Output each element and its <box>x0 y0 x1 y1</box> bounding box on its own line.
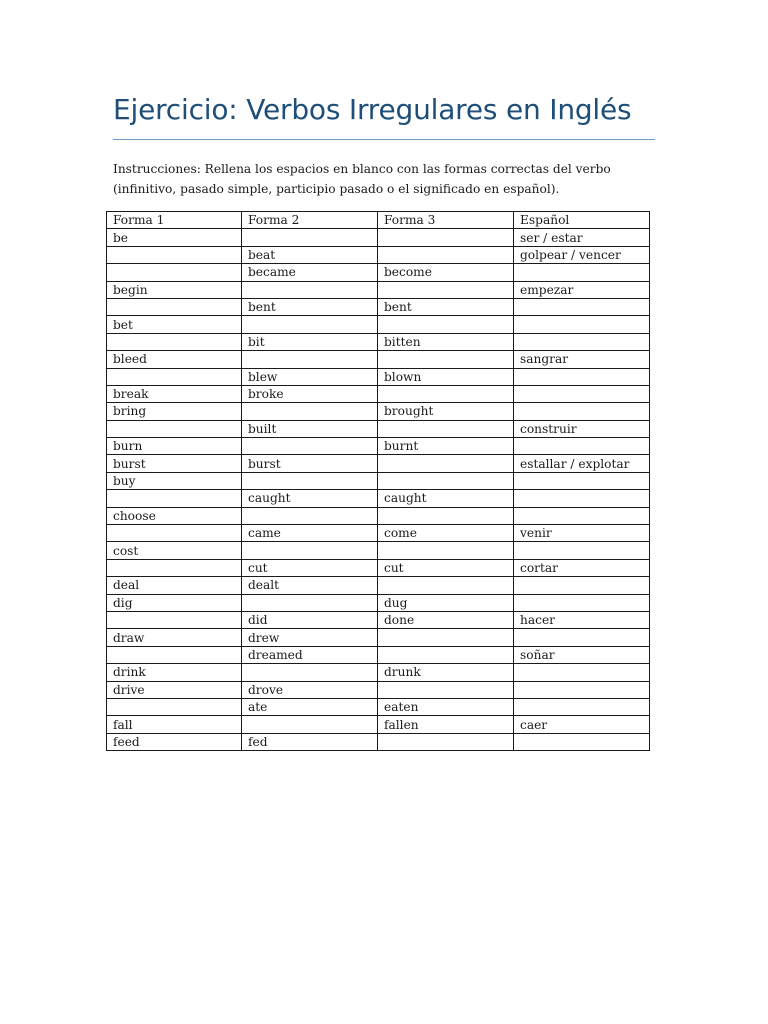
verbs-table <box>106 211 650 751</box>
cell-forma-3[interactable] <box>378 507 514 524</box>
cell-forma-1[interactable]: begin <box>107 281 242 298</box>
cell-forma-1[interactable]: bet <box>107 316 242 333</box>
cell-forma-3[interactable]: eaten <box>378 698 514 715</box>
table-row <box>107 246 650 263</box>
cell-forma-1[interactable]: drive <box>107 681 242 698</box>
cell-forma-1[interactable]: draw <box>107 629 242 646</box>
table-row <box>107 542 650 559</box>
cell-forma-1[interactable] <box>107 333 242 350</box>
table-row <box>107 385 650 402</box>
cell-forma-3[interactable] <box>378 472 514 489</box>
cell-forma-1[interactable]: fall <box>107 716 242 733</box>
cell-forma-2[interactable]: came <box>242 525 378 542</box>
cell-forma-1[interactable] <box>107 698 242 715</box>
cell-forma-2[interactable]: cut <box>242 559 378 576</box>
cell-forma-1[interactable] <box>107 646 242 663</box>
cell-forma-2[interactable] <box>242 507 378 524</box>
cell-espanol[interactable]: soñar <box>514 646 650 663</box>
cell-espanol[interactable]: ser / estar <box>514 229 650 246</box>
cell-espanol[interactable] <box>514 316 650 333</box>
cell-espanol[interactable] <box>514 264 650 281</box>
cell-forma-1[interactable]: be <box>107 229 242 246</box>
cell-forma-2[interactable] <box>242 438 378 455</box>
cell-forma-3[interactable]: bent <box>378 298 514 315</box>
cell-espanol[interactable]: venir <box>514 525 650 542</box>
cell-forma-2[interactable] <box>242 472 378 489</box>
cell-forma-3[interactable] <box>378 629 514 646</box>
table-row <box>107 455 650 472</box>
header-forma-3: Forma 3 <box>378 212 514 229</box>
table-row <box>107 264 650 281</box>
cell-forma-1[interactable] <box>107 559 242 576</box>
table-row <box>107 420 650 437</box>
cell-forma-2[interactable] <box>242 716 378 733</box>
cell-forma-3[interactable] <box>378 281 514 298</box>
table-row <box>107 333 650 350</box>
cell-espanol[interactable] <box>514 438 650 455</box>
cell-espanol[interactable] <box>514 698 650 715</box>
table-row <box>107 611 650 628</box>
table-row <box>107 298 650 315</box>
cell-forma-1[interactable]: burst <box>107 455 242 472</box>
cell-forma-1[interactable]: buy <box>107 472 242 489</box>
cell-forma-1[interactable] <box>107 490 242 507</box>
cell-forma-1[interactable]: bleed <box>107 351 242 368</box>
cell-forma-1[interactable]: feed <box>107 733 242 750</box>
table-row <box>107 716 650 733</box>
table-row <box>107 664 650 681</box>
cell-forma-1[interactable] <box>107 246 242 263</box>
cell-forma-2[interactable] <box>242 594 378 611</box>
cell-forma-1[interactable]: choose <box>107 507 242 524</box>
cell-forma-3[interactable] <box>378 420 514 437</box>
cell-forma-2[interactable]: burst <box>242 455 378 472</box>
cell-forma-2[interactable] <box>242 403 378 420</box>
cell-forma-1[interactable]: deal <box>107 577 242 594</box>
cell-forma-2[interactable]: bent <box>242 298 378 315</box>
cell-forma-1[interactable] <box>107 420 242 437</box>
cell-forma-1[interactable]: dig <box>107 594 242 611</box>
header-forma-1: Forma 1 <box>107 212 242 229</box>
cell-espanol[interactable]: caer <box>514 716 650 733</box>
cell-forma-3[interactable] <box>378 733 514 750</box>
header-row <box>107 212 650 229</box>
cell-forma-2[interactable] <box>242 281 378 298</box>
cell-espanol[interactable]: hacer <box>514 611 650 628</box>
cell-forma-2[interactable]: did <box>242 611 378 628</box>
instructions-paragraph: Instrucciones: Rellena los espacios en blanco con las formas correctas del verbo (infinitivo, pasado simple, participio pasado o el significado en español). <box>113 162 611 196</box>
cell-forma-3[interactable] <box>378 246 514 263</box>
cell-espanol[interactable] <box>514 403 650 420</box>
cell-forma-2[interactable]: bit <box>242 333 378 350</box>
title-underline <box>113 139 655 140</box>
cell-forma-1[interactable] <box>107 611 242 628</box>
cell-forma-2[interactable] <box>242 316 378 333</box>
cell-espanol[interactable] <box>514 472 650 489</box>
table-row <box>107 577 650 594</box>
cell-espanol[interactable] <box>514 629 650 646</box>
cell-espanol[interactable]: cortar <box>514 559 650 576</box>
cell-forma-2[interactable]: caught <box>242 490 378 507</box>
cell-forma-3[interactable]: bitten <box>378 333 514 350</box>
cell-espanol[interactable]: empezar <box>514 281 650 298</box>
table-row <box>107 368 650 385</box>
cell-forma-3[interactable]: drunk <box>378 664 514 681</box>
cell-forma-3[interactable]: caught <box>378 490 514 507</box>
cell-forma-3[interactable] <box>378 646 514 663</box>
cell-forma-1[interactable]: cost <box>107 542 242 559</box>
cell-forma-3[interactable] <box>378 542 514 559</box>
table-row <box>107 281 650 298</box>
table-row <box>107 472 650 489</box>
table-row <box>107 629 650 646</box>
cell-forma-3[interactable] <box>378 681 514 698</box>
cell-forma-3[interactable] <box>378 316 514 333</box>
table-row <box>107 229 650 246</box>
cell-forma-3[interactable] <box>378 455 514 472</box>
cell-forma-3[interactable] <box>378 577 514 594</box>
cell-forma-3[interactable]: become <box>378 264 514 281</box>
table-row <box>107 559 650 576</box>
cell-espanol[interactable] <box>514 507 650 524</box>
cell-espanol[interactable] <box>514 681 650 698</box>
cell-espanol[interactable] <box>514 577 650 594</box>
table-row <box>107 490 650 507</box>
cell-forma-2[interactable]: ate <box>242 698 378 715</box>
cell-forma-2[interactable]: blew <box>242 368 378 385</box>
cell-espanol[interactable] <box>514 542 650 559</box>
table-row <box>107 681 650 698</box>
cell-forma-1[interactable] <box>107 525 242 542</box>
table-row <box>107 525 650 542</box>
table-row <box>107 351 650 368</box>
cell-forma-1[interactable] <box>107 368 242 385</box>
cell-forma-2[interactable]: fed <box>242 733 378 750</box>
cell-espanol[interactable]: golpear / vencer <box>514 246 650 263</box>
cell-forma-3[interactable]: blown <box>378 368 514 385</box>
page-title: Ejercicio: Verbos Irregulares en Inglés <box>113 93 632 126</box>
cell-forma-2[interactable]: became <box>242 264 378 281</box>
table-row <box>107 733 650 750</box>
cell-forma-3[interactable]: fallen <box>378 716 514 733</box>
cell-espanol[interactable]: estallar / explotar <box>514 455 650 472</box>
cell-espanol[interactable]: construir <box>514 420 650 437</box>
cell-espanol[interactable] <box>514 333 650 350</box>
cell-espanol[interactable] <box>514 490 650 507</box>
table-row <box>107 594 650 611</box>
cell-forma-3[interactable] <box>378 229 514 246</box>
cell-forma-1[interactable] <box>107 298 242 315</box>
cell-forma-2[interactable] <box>242 229 378 246</box>
table-row <box>107 403 650 420</box>
table-header <box>107 212 650 229</box>
cell-espanol[interactable] <box>514 664 650 681</box>
cell-forma-3[interactable] <box>378 385 514 402</box>
cell-forma-3[interactable]: cut <box>378 559 514 576</box>
cell-forma-2[interactable]: drove <box>242 681 378 698</box>
cell-espanol[interactable]: sangrar <box>514 351 650 368</box>
cell-forma-2[interactable]: drew <box>242 629 378 646</box>
cell-forma-2[interactable]: broke <box>242 385 378 402</box>
cell-espanol[interactable] <box>514 385 650 402</box>
table-row <box>107 438 650 455</box>
cell-espanol[interactable] <box>514 298 650 315</box>
header-espanol: Español <box>514 212 650 229</box>
cell-forma-2[interactable]: built <box>242 420 378 437</box>
cell-forma-3[interactable]: done <box>378 611 514 628</box>
cell-forma-2[interactable] <box>242 664 378 681</box>
cell-forma-1[interactable] <box>107 264 242 281</box>
cell-forma-2[interactable] <box>242 542 378 559</box>
cell-forma-2[interactable]: beat <box>242 246 378 263</box>
cell-forma-1[interactable]: drink <box>107 664 242 681</box>
cell-espanol[interactable] <box>514 594 650 611</box>
cell-forma-1[interactable]: bring <box>107 403 242 420</box>
cell-forma-3[interactable] <box>378 351 514 368</box>
cell-forma-2[interactable]: dealt <box>242 577 378 594</box>
table-row <box>107 646 650 663</box>
header-forma-2: Forma 2 <box>242 212 378 229</box>
cell-espanol[interactable] <box>514 733 650 750</box>
table-row <box>107 507 650 524</box>
cell-forma-3[interactable]: come <box>378 525 514 542</box>
table-row <box>107 698 650 715</box>
cell-espanol[interactable] <box>514 368 650 385</box>
cell-forma-3[interactable]: brought <box>378 403 514 420</box>
cell-forma-2[interactable] <box>242 351 378 368</box>
table-row <box>107 316 650 333</box>
cell-forma-3[interactable]: burnt <box>378 438 514 455</box>
cell-forma-3[interactable]: dug <box>378 594 514 611</box>
cell-forma-2[interactable]: dreamed <box>242 646 378 663</box>
table-body <box>107 229 650 751</box>
cell-forma-1[interactable]: burn <box>107 438 242 455</box>
cell-forma-1[interactable]: break <box>107 385 242 402</box>
